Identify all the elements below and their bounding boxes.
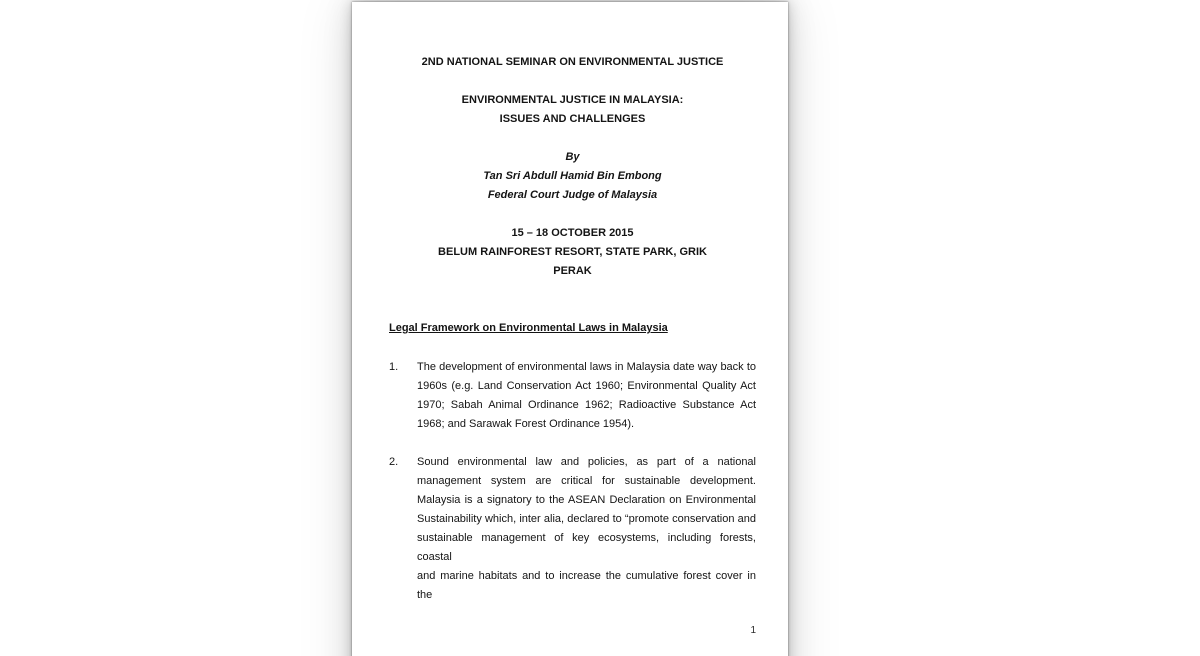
paragraph-line: Sound environmental law and policies, as part of a national [417,456,756,468]
byline-label: By [565,151,580,163]
paragraph-text [417,453,756,605]
paragraph-line: management system are critical for sustainable development. [417,475,756,487]
paragraph-line: sustainable management of key ecosystems, including forests, coastal [417,532,756,563]
paragraph-line: Sustainability which, inter alia, declared to “promote conservation and [417,513,756,525]
author-block [389,148,756,205]
paragraph-line: Malaysia is a signatory to the ASEAN Declaration on Environmental [417,494,756,506]
paragraph-number: 2. [389,456,399,468]
paragraph-line: 1968; and Sarawak Forest Ordinance 1954). [417,418,635,430]
document-page [352,2,788,656]
paragraph-line: The development of environmental laws in Malaysia date way back to [417,361,756,373]
subtitle-line: ENVIRONMENTAL JUSTICE IN MALAYSIA: [461,94,684,106]
event-block [389,224,756,281]
seminar-title: 2ND NATIONAL SEMINAR ON ENVIRONMENTAL JUSTICE [421,56,724,68]
event-state: PERAK [553,265,592,277]
subtitle-line: ISSUES AND CHALLENGES [499,113,646,125]
event-dates: 15 – 18 OCTOBER 2015 [511,227,634,239]
paragraph-line: 1960s (e.g. Land Conservation Act 1960; Environmental Quality Act [417,380,756,392]
event-venue: BELUM RAINFOREST RESORT, STATE PARK, GRIK [438,246,707,258]
paragraph-text [417,358,756,434]
author-role: Federal Court Judge of Malaysia [487,189,658,201]
paragraph-line: and marine habitats and to increase the cumulative forest cover in the [417,570,756,601]
paragraph-line: 1970; Sabah Animal Ordinance 1962; Radioactive Substance Act [417,399,756,411]
author-name: Tan Sri Abdull Hamid Bin Embong [483,170,662,182]
paragraph [389,453,756,605]
page-number: 1 [750,625,756,636]
document-subtitle [389,91,756,129]
section-heading: Legal Framework on Environmental Laws in Malaysia [389,322,668,334]
paragraph [389,358,756,434]
paragraph-number: 1. [389,361,399,373]
